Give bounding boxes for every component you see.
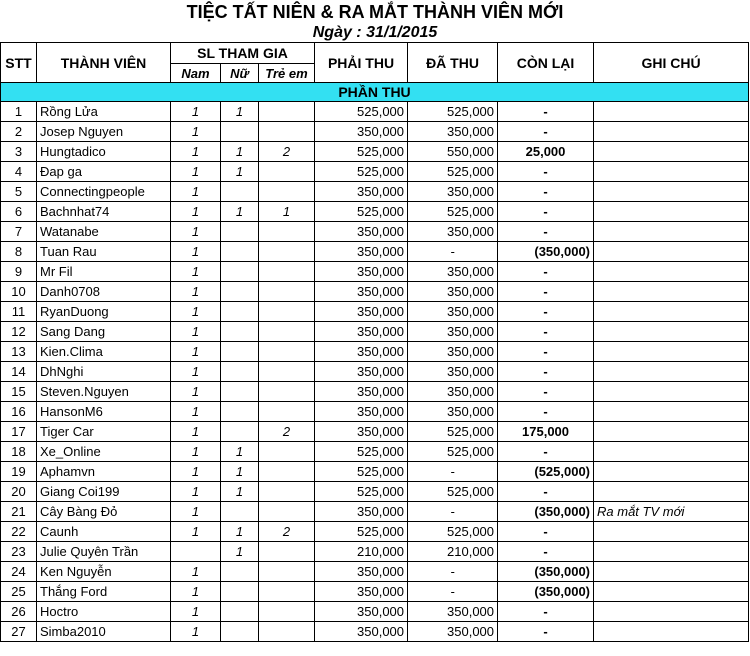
cell-remaining[interactable]: - bbox=[498, 602, 594, 622]
cell-female[interactable] bbox=[221, 602, 259, 622]
table-row bbox=[1, 162, 749, 182]
table-row bbox=[1, 582, 749, 602]
cell-children[interactable] bbox=[259, 282, 315, 302]
cell-due[interactable]: 350,000 bbox=[315, 262, 408, 282]
cell-paid[interactable]: 350,000 bbox=[408, 282, 498, 302]
cell-children[interactable] bbox=[259, 222, 315, 242]
cell-remaining[interactable]: - bbox=[498, 222, 594, 242]
cell-male[interactable]: 1 bbox=[171, 362, 221, 382]
cell-remaining[interactable]: - bbox=[498, 282, 594, 302]
cell-female[interactable] bbox=[221, 242, 259, 262]
cell-stt[interactable]: 24 bbox=[1, 562, 37, 582]
cell-children[interactable] bbox=[259, 342, 315, 362]
header-male[interactable]: Nam bbox=[171, 64, 221, 83]
cell-note[interactable] bbox=[594, 182, 749, 202]
cell-children[interactable] bbox=[259, 502, 315, 522]
cell-female[interactable] bbox=[221, 182, 259, 202]
cell-paid[interactable]: - bbox=[408, 582, 498, 602]
cell-children[interactable] bbox=[259, 582, 315, 602]
cell-due[interactable]: 350,000 bbox=[315, 222, 408, 242]
cell-member[interactable]: Cây Bàng Đỏ bbox=[37, 502, 171, 522]
cell-children[interactable]: 2 bbox=[259, 422, 315, 442]
cell-due[interactable]: 350,000 bbox=[315, 282, 408, 302]
cell-paid[interactable]: 350,000 bbox=[408, 362, 498, 382]
cell-stt[interactable]: 13 bbox=[1, 342, 37, 362]
cell-stt[interactable]: 17 bbox=[1, 422, 37, 442]
cell-due[interactable]: 350,000 bbox=[315, 422, 408, 442]
table-row bbox=[1, 202, 749, 222]
cell-children[interactable] bbox=[259, 542, 315, 562]
cell-due[interactable]: 525,000 bbox=[315, 142, 408, 162]
table-row bbox=[1, 322, 749, 342]
cell-note[interactable] bbox=[594, 242, 749, 262]
cell-paid[interactable]: 350,000 bbox=[408, 122, 498, 142]
table-row bbox=[1, 542, 749, 562]
cell-paid[interactable]: - bbox=[408, 562, 498, 582]
cell-paid[interactable]: 350,000 bbox=[408, 622, 498, 642]
cell-due[interactable]: 525,000 bbox=[315, 162, 408, 182]
cell-member[interactable]: Đap ga bbox=[37, 162, 171, 182]
cell-note[interactable] bbox=[594, 102, 749, 122]
cell-male[interactable]: 1 bbox=[171, 602, 221, 622]
table-row bbox=[1, 142, 749, 162]
cell-remaining[interactable]: (350,000) bbox=[498, 582, 594, 602]
table-row bbox=[1, 422, 749, 442]
cell-remaining[interactable]: - bbox=[498, 182, 594, 202]
cell-children[interactable] bbox=[259, 442, 315, 462]
cell-male[interactable]: 1 bbox=[171, 402, 221, 422]
cell-female[interactable]: 1 bbox=[221, 102, 259, 122]
cell-member[interactable]: Hungtadico bbox=[37, 142, 171, 162]
cell-male[interactable]: 1 bbox=[171, 582, 221, 602]
header-due[interactable]: PHẢI THU bbox=[315, 43, 408, 83]
cell-children[interactable]: 2 bbox=[259, 522, 315, 542]
cell-note[interactable] bbox=[594, 542, 749, 562]
table-row bbox=[1, 302, 749, 322]
cell-note[interactable] bbox=[594, 122, 749, 142]
cell-male[interactable]: 1 bbox=[171, 282, 221, 302]
cell-children[interactable] bbox=[259, 562, 315, 582]
cell-due[interactable]: 350,000 bbox=[315, 122, 408, 142]
cell-female[interactable] bbox=[221, 402, 259, 422]
cell-male[interactable]: 1 bbox=[171, 342, 221, 362]
cell-remaining[interactable]: - bbox=[498, 482, 594, 502]
cell-male[interactable]: 1 bbox=[171, 202, 221, 222]
cell-male[interactable]: 1 bbox=[171, 262, 221, 282]
cell-female[interactable]: 1 bbox=[221, 542, 259, 562]
header-note[interactable]: GHI CHÚ bbox=[594, 43, 749, 83]
cell-paid[interactable]: 350,000 bbox=[408, 382, 498, 402]
cell-paid[interactable]: 525,000 bbox=[408, 442, 498, 462]
cell-member[interactable]: Steven.Nguyen bbox=[37, 382, 171, 402]
table-row bbox=[1, 622, 749, 642]
cell-due[interactable]: 525,000 bbox=[315, 462, 408, 482]
cell-female[interactable] bbox=[221, 342, 259, 362]
cell-children[interactable] bbox=[259, 482, 315, 502]
cell-stt[interactable]: 8 bbox=[1, 242, 37, 262]
cell-remaining[interactable]: (350,000) bbox=[498, 242, 594, 262]
cell-male[interactable]: 1 bbox=[171, 162, 221, 182]
cell-children[interactable] bbox=[259, 362, 315, 382]
cell-male[interactable]: 1 bbox=[171, 522, 221, 542]
cell-member[interactable]: Watanabe bbox=[37, 222, 171, 242]
cell-note[interactable] bbox=[594, 442, 749, 462]
cell-member[interactable]: Julie Quyên Trần bbox=[37, 542, 171, 562]
cell-paid[interactable]: 210,000 bbox=[408, 542, 498, 562]
cell-note[interactable] bbox=[594, 562, 749, 582]
cell-stt[interactable]: 3 bbox=[1, 142, 37, 162]
header-stt[interactable]: STT bbox=[1, 43, 37, 83]
cell-stt[interactable]: 23 bbox=[1, 542, 37, 562]
cell-note[interactable] bbox=[594, 482, 749, 502]
table-row bbox=[1, 182, 749, 202]
cell-remaining[interactable]: - bbox=[498, 522, 594, 542]
cell-remaining[interactable]: (350,000) bbox=[498, 562, 594, 582]
cell-male[interactable]: 1 bbox=[171, 422, 221, 442]
cell-male[interactable] bbox=[171, 542, 221, 562]
cell-due[interactable]: 525,000 bbox=[315, 202, 408, 222]
cell-note[interactable] bbox=[594, 142, 749, 162]
cell-male[interactable]: 1 bbox=[171, 462, 221, 482]
cell-stt[interactable]: 11 bbox=[1, 302, 37, 322]
cell-paid[interactable]: 525,000 bbox=[408, 522, 498, 542]
cell-male[interactable]: 1 bbox=[171, 102, 221, 122]
cell-female[interactable]: 1 bbox=[221, 202, 259, 222]
cell-note[interactable] bbox=[594, 522, 749, 542]
cell-stt[interactable]: 16 bbox=[1, 402, 37, 422]
cell-paid[interactable]: 350,000 bbox=[408, 322, 498, 342]
cell-member[interactable]: Hoctro bbox=[37, 602, 171, 622]
cell-note[interactable] bbox=[594, 342, 749, 362]
cell-stt[interactable]: 7 bbox=[1, 222, 37, 242]
cell-male[interactable]: 1 bbox=[171, 302, 221, 322]
cell-children[interactable] bbox=[259, 102, 315, 122]
cell-female[interactable] bbox=[221, 322, 259, 342]
cell-remaining[interactable]: - bbox=[498, 262, 594, 282]
cell-due[interactable]: 350,000 bbox=[315, 322, 408, 342]
cell-female[interactable]: 1 bbox=[221, 162, 259, 182]
cell-member[interactable]: Rồng Lửa bbox=[37, 102, 171, 122]
cell-due[interactable]: 350,000 bbox=[315, 382, 408, 402]
cell-male[interactable]: 1 bbox=[171, 442, 221, 462]
cell-stt[interactable]: 1 bbox=[1, 102, 37, 122]
table-row bbox=[1, 602, 749, 622]
cell-due[interactable]: 525,000 bbox=[315, 482, 408, 502]
cell-due[interactable]: 525,000 bbox=[315, 102, 408, 122]
cell-remaining[interactable]: - bbox=[498, 382, 594, 402]
sheet-date: Ngày : 31/1/2015 bbox=[312, 24, 438, 41]
table-row bbox=[1, 282, 749, 302]
cell-female[interactable] bbox=[221, 422, 259, 442]
cell-due[interactable]: 350,000 bbox=[315, 502, 408, 522]
cell-member[interactable]: Giang Coi199 bbox=[37, 482, 171, 502]
cell-children[interactable] bbox=[259, 242, 315, 262]
cell-male[interactable]: 1 bbox=[171, 622, 221, 642]
cell-due[interactable]: 350,000 bbox=[315, 562, 408, 582]
cell-children[interactable] bbox=[259, 302, 315, 322]
cell-paid[interactable]: 350,000 bbox=[408, 262, 498, 282]
cell-paid[interactable]: 550,000 bbox=[408, 142, 498, 162]
cell-stt[interactable]: 5 bbox=[1, 182, 37, 202]
table-row bbox=[1, 442, 749, 462]
cell-paid[interactable]: 350,000 bbox=[408, 602, 498, 622]
cell-note[interactable]: Ra mắt TV mới bbox=[594, 502, 749, 522]
cell-remaining[interactable]: 175,000 bbox=[498, 422, 594, 442]
cell-member[interactable]: RyanDuong bbox=[37, 302, 171, 322]
cell-due[interactable]: 525,000 bbox=[315, 442, 408, 462]
cell-female[interactable] bbox=[221, 582, 259, 602]
cell-remaining[interactable]: - bbox=[498, 542, 594, 562]
cell-male[interactable]: 1 bbox=[171, 142, 221, 162]
cell-member[interactable]: Kien.Clima bbox=[37, 342, 171, 362]
cell-paid[interactable]: - bbox=[408, 502, 498, 522]
cell-note[interactable] bbox=[594, 202, 749, 222]
table-row bbox=[1, 462, 749, 482]
table-row bbox=[1, 122, 749, 142]
cell-member[interactable]: HansonM6 bbox=[37, 402, 171, 422]
cell-male[interactable]: 1 bbox=[171, 222, 221, 242]
header-female[interactable]: Nữ bbox=[221, 64, 259, 83]
cell-remaining[interactable]: - bbox=[498, 622, 594, 642]
cell-due[interactable]: 350,000 bbox=[315, 622, 408, 642]
cell-note[interactable] bbox=[594, 582, 749, 602]
cell-note[interactable] bbox=[594, 162, 749, 182]
cell-female[interactable] bbox=[221, 222, 259, 242]
cell-remaining[interactable]: - bbox=[498, 122, 594, 142]
cell-member[interactable]: Tiger Car bbox=[37, 422, 171, 442]
cell-due[interactable]: 350,000 bbox=[315, 242, 408, 262]
cell-stt[interactable]: 21 bbox=[1, 502, 37, 522]
cell-stt[interactable]: 14 bbox=[1, 362, 37, 382]
cell-note[interactable] bbox=[594, 322, 749, 342]
cell-due[interactable]: 210,000 bbox=[315, 542, 408, 562]
cell-remaining[interactable]: (525,000) bbox=[498, 462, 594, 482]
table-row bbox=[1, 482, 749, 502]
table-row bbox=[1, 502, 749, 522]
cell-female[interactable] bbox=[221, 362, 259, 382]
cell-paid[interactable]: 350,000 bbox=[408, 402, 498, 422]
cell-stt[interactable]: 2 bbox=[1, 122, 37, 142]
cell-member[interactable]: Xe_Online bbox=[37, 442, 171, 462]
cell-due[interactable]: 350,000 bbox=[315, 582, 408, 602]
cell-note[interactable] bbox=[594, 422, 749, 442]
cell-due[interactable]: 350,000 bbox=[315, 342, 408, 362]
cell-member[interactable]: Mr Fil bbox=[37, 262, 171, 282]
cell-children[interactable] bbox=[259, 262, 315, 282]
cell-paid[interactable]: 525,000 bbox=[408, 422, 498, 442]
cell-member[interactable]: Sang Dang bbox=[37, 322, 171, 342]
cell-remaining[interactable]: - bbox=[498, 442, 594, 462]
cell-due[interactable]: 350,000 bbox=[315, 402, 408, 422]
cell-stt[interactable]: 6 bbox=[1, 202, 37, 222]
cell-stt[interactable]: 19 bbox=[1, 462, 37, 482]
table-row bbox=[1, 362, 749, 382]
cell-stt[interactable]: 12 bbox=[1, 322, 37, 342]
header-participation[interactable]: SL THAM GIA bbox=[171, 43, 315, 64]
table-row bbox=[1, 562, 749, 582]
cell-member[interactable]: Bachnhat74 bbox=[37, 202, 171, 222]
cell-female[interactable]: 1 bbox=[221, 482, 259, 502]
cell-male[interactable]: 1 bbox=[171, 562, 221, 582]
cell-male[interactable]: 1 bbox=[171, 242, 221, 262]
cell-stt[interactable]: 10 bbox=[1, 282, 37, 302]
cell-paid[interactable]: 525,000 bbox=[408, 482, 498, 502]
cell-female[interactable] bbox=[221, 562, 259, 582]
members-table bbox=[0, 42, 749, 642]
cell-female[interactable]: 1 bbox=[221, 522, 259, 542]
cell-stt[interactable]: 20 bbox=[1, 482, 37, 502]
table-row bbox=[1, 382, 749, 402]
cell-member[interactable]: Caunh bbox=[37, 522, 171, 542]
cell-member[interactable]: Josep Nguyen bbox=[37, 122, 171, 142]
cell-children[interactable] bbox=[259, 622, 315, 642]
header-children[interactable]: Trẻ em bbox=[259, 64, 315, 83]
cell-paid[interactable]: - bbox=[408, 242, 498, 262]
cell-due[interactable]: 350,000 bbox=[315, 182, 408, 202]
cell-note[interactable] bbox=[594, 222, 749, 242]
table-row bbox=[1, 242, 749, 262]
cell-male[interactable]: 1 bbox=[171, 502, 221, 522]
cell-children[interactable]: 1 bbox=[259, 202, 315, 222]
cell-female[interactable]: 1 bbox=[221, 442, 259, 462]
cell-paid[interactable]: 350,000 bbox=[408, 302, 498, 322]
table-row bbox=[1, 222, 749, 242]
cell-female[interactable] bbox=[221, 302, 259, 322]
cell-note[interactable] bbox=[594, 462, 749, 482]
cell-remaining[interactable]: 25,000 bbox=[498, 142, 594, 162]
cell-due[interactable]: 350,000 bbox=[315, 362, 408, 382]
cell-member[interactable]: Danh0708 bbox=[37, 282, 171, 302]
cell-female[interactable] bbox=[221, 122, 259, 142]
cell-paid[interactable]: 525,000 bbox=[408, 102, 498, 122]
cell-children[interactable] bbox=[259, 462, 315, 482]
cell-children[interactable] bbox=[259, 162, 315, 182]
cell-male[interactable]: 1 bbox=[171, 322, 221, 342]
table-row bbox=[1, 402, 749, 422]
cell-due[interactable]: 525,000 bbox=[315, 522, 408, 542]
cell-remaining[interactable]: (350,000) bbox=[498, 502, 594, 522]
cell-member[interactable]: DhNghi bbox=[37, 362, 171, 382]
sheet-title: TIỆC TẤT NIÊN & RA MẮT THÀNH VIÊN MỚI bbox=[186, 2, 564, 22]
cell-children[interactable] bbox=[259, 122, 315, 142]
table-row bbox=[1, 262, 749, 282]
cell-due[interactable]: 350,000 bbox=[315, 302, 408, 322]
cell-note[interactable] bbox=[594, 402, 749, 422]
cell-member[interactable]: Ken Nguyễn bbox=[37, 562, 171, 582]
cell-note[interactable] bbox=[594, 382, 749, 402]
cell-member[interactable]: Tuan Rau bbox=[37, 242, 171, 262]
cell-stt[interactable]: 15 bbox=[1, 382, 37, 402]
cell-stt[interactable]: 4 bbox=[1, 162, 37, 182]
cell-remaining[interactable]: - bbox=[498, 322, 594, 342]
cell-paid[interactable]: 350,000 bbox=[408, 342, 498, 362]
cell-paid[interactable]: - bbox=[408, 462, 498, 482]
cell-stt[interactable]: 22 bbox=[1, 522, 37, 542]
cell-paid[interactable]: 525,000 bbox=[408, 162, 498, 182]
cell-note[interactable] bbox=[594, 282, 749, 302]
cell-note[interactable] bbox=[594, 362, 749, 382]
cell-female[interactable] bbox=[221, 622, 259, 642]
section-header-income[interactable]: PHẦN THU bbox=[1, 83, 749, 102]
cell-member[interactable]: Aphamvn bbox=[37, 462, 171, 482]
cell-remaining[interactable]: - bbox=[498, 202, 594, 222]
cell-female[interactable]: 1 bbox=[221, 462, 259, 482]
cell-female[interactable] bbox=[221, 282, 259, 302]
cell-female[interactable] bbox=[221, 382, 259, 402]
cell-female[interactable] bbox=[221, 502, 259, 522]
cell-paid[interactable]: 350,000 bbox=[408, 182, 498, 202]
header-paid[interactable]: ĐÃ THU bbox=[408, 43, 498, 83]
cell-male[interactable]: 1 bbox=[171, 382, 221, 402]
cell-remaining[interactable]: - bbox=[498, 402, 594, 422]
cell-due[interactable]: 350,000 bbox=[315, 602, 408, 622]
cell-paid[interactable]: 525,000 bbox=[408, 202, 498, 222]
cell-female[interactable] bbox=[221, 262, 259, 282]
cell-note[interactable] bbox=[594, 622, 749, 642]
cell-remaining[interactable]: - bbox=[498, 162, 594, 182]
cell-member[interactable]: Thắng Ford bbox=[37, 582, 171, 602]
cell-children[interactable] bbox=[259, 382, 315, 402]
cell-male[interactable]: 1 bbox=[171, 482, 221, 502]
table-row bbox=[1, 342, 749, 362]
cell-male[interactable]: 1 bbox=[171, 122, 221, 142]
header-member[interactable]: THÀNH VIÊN bbox=[37, 43, 171, 83]
cell-stt[interactable]: 9 bbox=[1, 262, 37, 282]
cell-stt[interactable]: 26 bbox=[1, 602, 37, 622]
cell-children[interactable] bbox=[259, 182, 315, 202]
cell-stt[interactable]: 25 bbox=[1, 582, 37, 602]
cell-note[interactable] bbox=[594, 262, 749, 282]
cell-children[interactable] bbox=[259, 322, 315, 342]
cell-note[interactable] bbox=[594, 302, 749, 322]
table-row bbox=[1, 522, 749, 542]
cell-stt[interactable]: 18 bbox=[1, 442, 37, 462]
cell-member[interactable]: Simba2010 bbox=[37, 622, 171, 642]
table-row bbox=[1, 102, 749, 122]
cell-remaining[interactable]: - bbox=[498, 362, 594, 382]
cell-children[interactable] bbox=[259, 602, 315, 622]
cell-remaining[interactable]: - bbox=[498, 342, 594, 362]
cell-member[interactable]: Connectingpeople bbox=[37, 182, 171, 202]
cell-male[interactable]: 1 bbox=[171, 182, 221, 202]
cell-stt[interactable]: 27 bbox=[1, 622, 37, 642]
cell-paid[interactable]: 350,000 bbox=[408, 222, 498, 242]
cell-note[interactable] bbox=[594, 602, 749, 622]
cell-remaining[interactable]: - bbox=[498, 102, 594, 122]
header-remaining[interactable]: CÒN LẠI bbox=[498, 43, 594, 83]
cell-remaining[interactable]: - bbox=[498, 302, 594, 322]
cell-female[interactable]: 1 bbox=[221, 142, 259, 162]
cell-children[interactable] bbox=[259, 402, 315, 422]
cell-children[interactable]: 2 bbox=[259, 142, 315, 162]
